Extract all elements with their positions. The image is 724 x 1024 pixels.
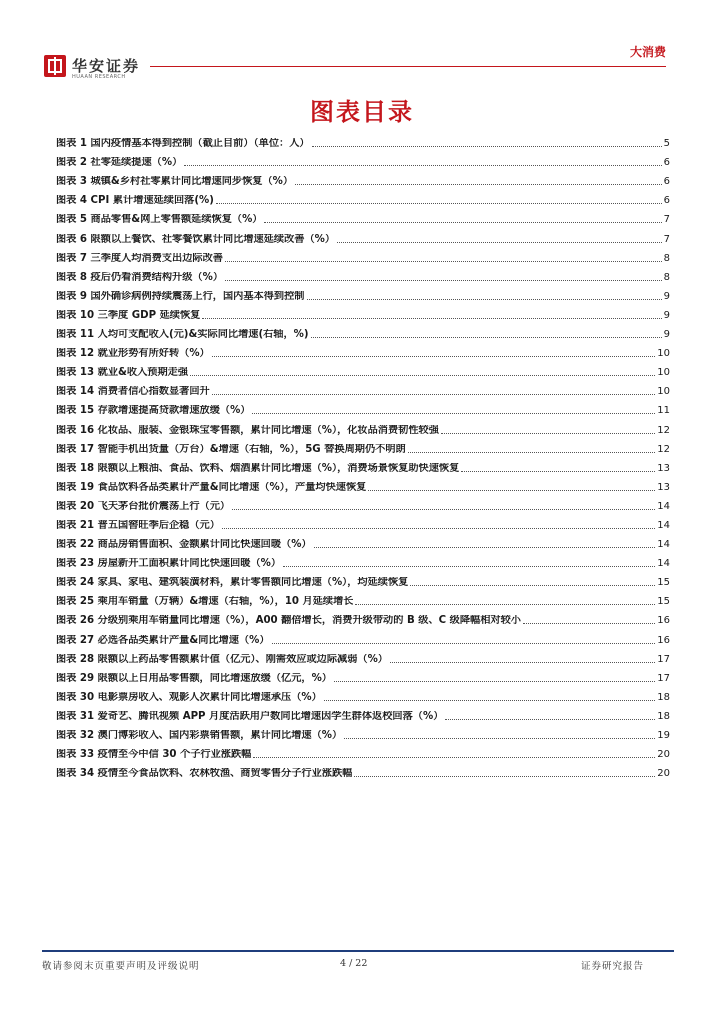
toc-entry-page: 9 (663, 290, 670, 302)
toc-entry[interactable] (56, 150, 670, 169)
toc-entry-page: 9 (663, 309, 670, 321)
toc-entry[interactable] (56, 341, 670, 360)
toc-leader-dots (295, 184, 662, 185)
toc-leader-dots (311, 337, 662, 338)
toc-entry[interactable] (56, 685, 670, 704)
footer-page-number: 4 / 22 (340, 958, 368, 969)
toc-entry-label[interactable]: 图表 19 食品饮料各品类累计产量&同比增速（%），产量均快速恢复 (56, 481, 367, 493)
toc-leader-dots (307, 299, 662, 300)
toc-entry[interactable] (56, 513, 670, 532)
toc-leader-dots (222, 528, 655, 529)
toc-entry[interactable] (56, 475, 670, 494)
toc-entry[interactable] (56, 437, 670, 456)
toc-entry-label[interactable]: 图表 15 存款增速提高贷款增速放缓（%） (56, 405, 251, 417)
toc-entry-label[interactable]: 图表 10 三季度 GDP 延续恢复 (56, 309, 201, 321)
logo-english-name: HUAAN RESEARCH (72, 74, 126, 80)
toc-leader-dots (202, 318, 661, 319)
toc-entry[interactable] (56, 188, 670, 207)
toc-entry-label[interactable]: 图表 4 CPI 累计增速延续回落(%) (56, 195, 214, 207)
toc-entry[interactable] (56, 494, 670, 513)
toc-leader-dots (272, 643, 656, 644)
toc-entry[interactable] (56, 207, 670, 226)
toc-entry-label[interactable]: 图表 29 限额以上日用品零售额，同比增速放缓（亿元，%） (56, 672, 332, 684)
toc-entry-label[interactable]: 图表 23 房屋新开工面积累计同比快速回暖（%） (56, 558, 282, 570)
toc-entry-label[interactable]: 图表 27 必选各品类累计产量&同比增速（%） (56, 634, 270, 646)
toc-entry-label[interactable]: 图表 2 社零延续提速（%） (56, 157, 183, 169)
toc-entry[interactable] (56, 456, 670, 475)
toc-leader-dots (390, 662, 655, 663)
toc-entry-page: 14 (657, 558, 670, 570)
toc-entry-page: 8 (663, 252, 670, 264)
toc-entry-page: 15 (657, 577, 670, 589)
toc-leader-dots (216, 203, 662, 204)
toc-entry[interactable] (56, 131, 670, 150)
toc-entry-label[interactable]: 图表 32 澳门博彩收入、国内彩票销售额，累计同比增速（%） (56, 730, 343, 741)
toc-entry-label[interactable]: 图表 1 国内疫情基本得到控制（截止目前）（单位：人） (56, 138, 310, 150)
toc-leader-dots (445, 719, 655, 720)
toc-leader-dots (232, 509, 655, 510)
toc-entry-label[interactable]: 图表 31 爱奇艺、腾讯视频 APP 月度活跃用户数同比增速因学生群体返校回落（%） (56, 710, 444, 722)
footer-divider (42, 950, 674, 952)
toc-leader-dots (225, 280, 662, 281)
toc-entry[interactable] (56, 551, 670, 570)
toc-entry-page: 6 (663, 176, 670, 188)
toc-entry[interactable] (56, 322, 670, 341)
logo-seal-icon (44, 55, 66, 77)
toc-entry-page: 14 (657, 519, 670, 531)
toc-entry[interactable] (56, 570, 670, 589)
toc-entry-page: 8 (663, 271, 670, 283)
toc-leader-dots (253, 757, 655, 758)
toc-leader-dots (264, 222, 661, 223)
toc-leader-dots (523, 623, 655, 624)
logo-chinese-name: 华安证券 (72, 57, 141, 75)
toc-entry-page: 18 (657, 710, 670, 722)
footer-doc-type: 证券研究报告 (580, 961, 644, 972)
toc-leader-dots (461, 471, 655, 472)
toc-leader-dots (225, 261, 662, 262)
toc-entry[interactable] (56, 265, 670, 284)
toc-entry-label[interactable]: 图表 3 城镇&乡村社零累计同比增速同步恢复（%） (56, 176, 294, 188)
toc-entry-label[interactable]: 图表 34 疫情至今食品饮料、农林牧渔、商贸零售分子行业涨跌幅 (56, 768, 353, 780)
footer-disclaimer: 敬请参阅末页重要声明及评级说明 (42, 961, 200, 972)
toc-entry-label[interactable]: 图表 8 疫后仍看消费结构升级（%） (56, 271, 224, 283)
toc-entry-label[interactable]: 图表 13 就业&收入预期走强 (56, 367, 189, 379)
toc-entry-page: 9 (663, 329, 670, 341)
toc-leader-dots (354, 776, 655, 777)
toc-entry[interactable] (56, 417, 670, 436)
toc-leader-dots (334, 681, 655, 682)
toc-entry-label[interactable]: 图表 30 电影票房收入、观影人次累计同比增速承压（%） (56, 691, 322, 703)
company-logo (44, 55, 144, 83)
toc-leader-dots (368, 490, 655, 491)
toc-entry-label[interactable]: 图表 18 限额以上粮油、食品、饮料、烟酒累计同比增速（%），消费场景恢复助快速恢复 (56, 462, 460, 474)
toc-entry-page: 14 (657, 539, 670, 551)
toc-entry-label[interactable]: 图表 25 乘用车销量（万辆）&增速（右轴，%），10 月延续增长 (56, 596, 354, 608)
toc-entry-page: 10 (657, 348, 670, 360)
toc-entry[interactable] (56, 761, 670, 780)
page-header (0, 0, 724, 90)
toc-leader-dots (441, 433, 655, 434)
toc-entry-label[interactable]: 图表 22 商品房销售面积、金额累计同比快速回暖（%） (56, 539, 312, 551)
toc-entry[interactable] (56, 742, 670, 761)
toc-entry-page: 17 (657, 653, 670, 665)
toc-entry[interactable] (56, 284, 670, 303)
toc-entry[interactable] (56, 704, 670, 723)
toc-entry[interactable] (56, 303, 670, 322)
toc-entry-page: 16 (657, 615, 670, 627)
toc-entry-page: 14 (657, 500, 670, 512)
header-divider (150, 66, 666, 67)
toc-entry[interactable] (56, 723, 670, 742)
toc-leader-dots (212, 356, 656, 357)
toc-entry-label[interactable]: 图表 28 限额以上药品零售额累计值（亿元）、刚需效应或边际减弱（%） (56, 653, 388, 665)
toc-entry-label[interactable]: 图表 21 普五国窖旺季后企稳（元） (56, 519, 220, 531)
toc-leader-dots (337, 242, 662, 243)
toc-leader-dots (212, 394, 656, 395)
toc-entry-page: 13 (657, 462, 670, 474)
toc-entry-page: 6 (663, 157, 670, 169)
toc-entry[interactable] (56, 608, 670, 627)
toc-entry-label[interactable]: 图表 5 商品零售&网上零售额延续恢复（%） (56, 214, 263, 226)
toc-entry-label[interactable]: 图表 33 疫情至今中信 30 个子行业涨跌幅 (56, 749, 252, 761)
toc-entry[interactable] (56, 169, 670, 188)
toc-entry-page: 15 (657, 596, 670, 608)
toc-entry-label[interactable]: 图表 20 飞天茅台批价震荡上行（元） (56, 500, 231, 512)
toc-entry-page: 20 (657, 768, 670, 780)
page-title: 图表目录 (310, 98, 414, 126)
toc-entry-label[interactable]: 图表 9 国外确诊病例持续震荡上行，国内基本得到控制 (56, 290, 305, 302)
toc-entry[interactable] (56, 532, 670, 551)
toc-entry-page: 5 (663, 138, 670, 150)
industry-label: 大消费 (629, 45, 666, 59)
toc-entry-page: 7 (663, 233, 670, 245)
toc-entry-page: 19 (657, 730, 670, 741)
toc-leader-dots (344, 738, 655, 739)
toc-entry-page: 12 (657, 424, 670, 436)
toc-leader-dots (408, 452, 656, 453)
toc-entry[interactable] (56, 379, 670, 398)
toc-entry-page: 17 (657, 672, 670, 684)
toc-entry[interactable] (56, 647, 670, 666)
toc-entry-page: 10 (657, 367, 670, 379)
toc-leader-dots (355, 604, 655, 605)
page-footer (42, 958, 674, 972)
toc-leader-dots (190, 375, 655, 376)
toc-entry-label[interactable]: 图表 7 三季度人均消费支出边际改善 (56, 252, 223, 264)
toc-leader-dots (312, 146, 662, 147)
toc-leader-dots (324, 700, 655, 701)
toc-entry[interactable] (56, 246, 670, 265)
toc-entry-page: 12 (657, 443, 670, 455)
toc-entry-label[interactable]: 图表 6 限额以上餐饮、社零餐饮累计同比增速延续改善（%） (56, 233, 336, 245)
toc-entry[interactable] (56, 398, 670, 417)
toc-entry-page: 18 (657, 691, 670, 703)
toc-entry[interactable] (56, 589, 670, 608)
toc-entry-label[interactable]: 图表 24 家具、家电、建筑装潢材料，累计零售额同比增速（%），均延续恢复 (56, 577, 409, 589)
toc-entry-label[interactable]: 图表 26 分级别乘用车销量同比增速（%），A00 翻倍增长，消费升级带动的 B 级、C 级降幅相对较小 (56, 615, 521, 627)
toc-entry-page: 7 (663, 214, 670, 226)
toc-leader-dots (410, 585, 655, 586)
toc-entry-label[interactable]: 图表 12 就业形势有所好转（%） (56, 348, 210, 360)
toc-leader-dots (314, 547, 656, 548)
toc-entry[interactable] (56, 360, 670, 379)
toc-entry-label[interactable]: 图表 17 智能手机出货量（万台）&增速（右轴，%），5G 替换周期仍不明朗 (56, 443, 406, 455)
toc-leader-dots (252, 413, 655, 414)
toc-entry-page: 11 (657, 405, 670, 417)
table-of-figures (56, 131, 670, 780)
toc-entry[interactable] (56, 226, 670, 245)
toc-leader-dots (283, 566, 655, 567)
toc-entry-label[interactable]: 图表 14 消费者信心指数显著回升 (56, 386, 210, 398)
toc-entry-page: 13 (657, 481, 670, 493)
toc-entry-label[interactable]: 图表 11 人均可支配收入(元)&实际同比增速(右轴，%) (56, 329, 309, 341)
toc-entry[interactable] (56, 627, 670, 646)
toc-entry-page: 6 (663, 195, 670, 207)
toc-entry-page: 20 (657, 749, 670, 761)
toc-entry-page: 10 (657, 386, 670, 398)
toc-entry[interactable] (56, 666, 670, 685)
toc-entry-page: 16 (657, 634, 670, 646)
toc-entry-label[interactable]: 图表 16 化妆品、服装、金银珠宝零售额，累计同比增速（%），化妆品消费韧性较强 (56, 424, 439, 436)
toc-leader-dots (184, 165, 661, 166)
